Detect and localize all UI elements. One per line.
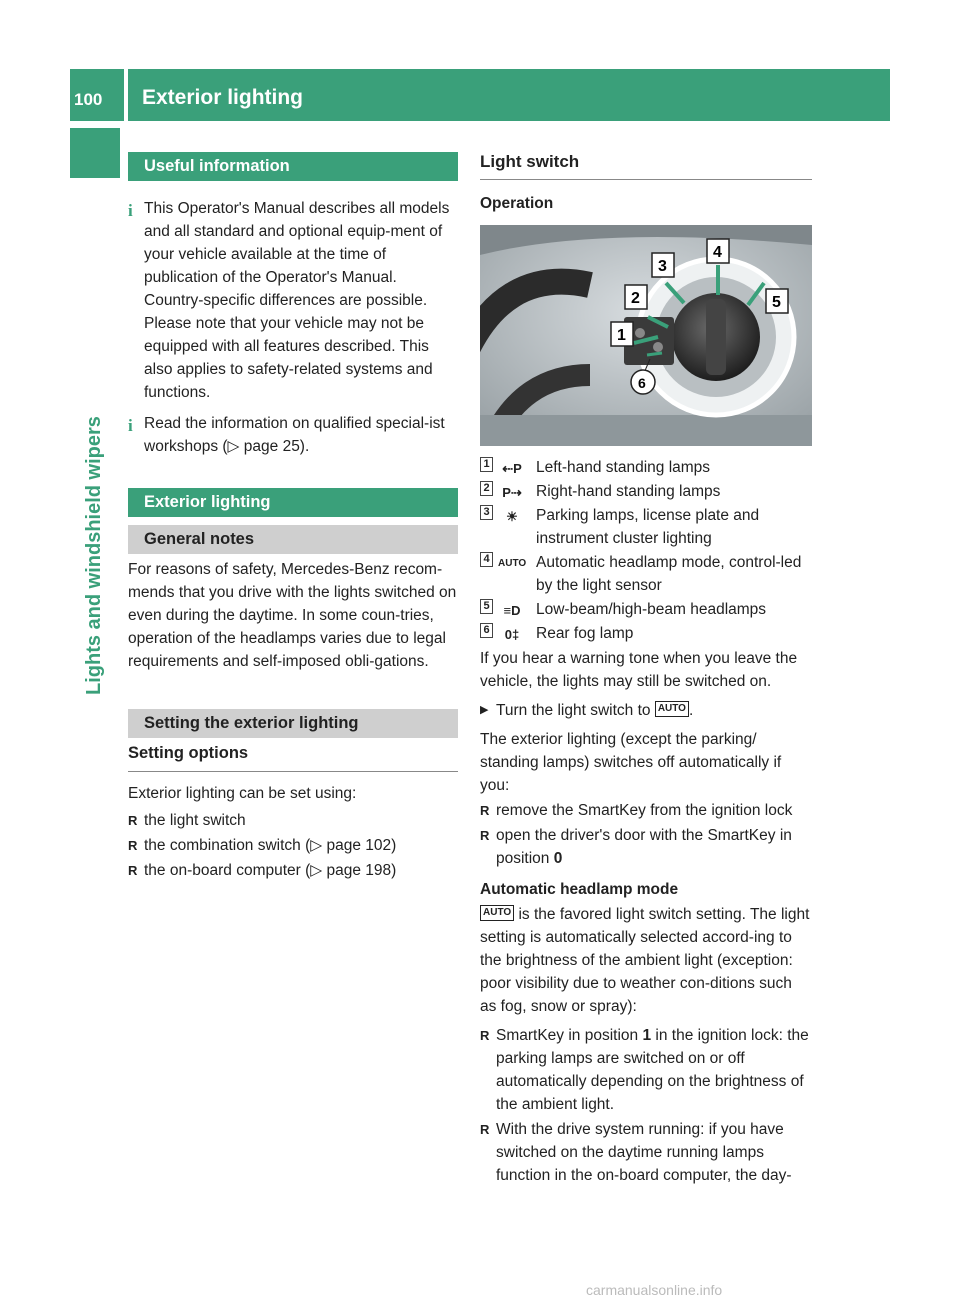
low-beam-icon: ≡D — [503, 603, 521, 618]
auto-headlamp-icon: AUTO — [498, 558, 527, 569]
side-tab-label: Lights and windshield wipers — [83, 416, 105, 695]
list-item: R the light switch — [128, 809, 458, 832]
info-icon: i — [128, 201, 133, 220]
legend-number: 2 — [480, 481, 493, 496]
standing-lamp-left-icon: ⇠P — [502, 461, 522, 476]
operation-heading: Operation — [480, 195, 554, 212]
legend-number: 6 — [480, 623, 493, 638]
auto-headlamp-heading: Automatic headlamp mode — [480, 881, 679, 898]
legend-row-2: 2 P⇢ Right-hand standing lamps — [480, 480, 812, 503]
legend-row-1: 1 ⇠P Left-hand standing lamps — [480, 456, 812, 479]
switch-off-text: The exterior lighting (except the parking/ standing lamps) switches off automatically if you: — [480, 731, 782, 794]
legend-number: 4 — [480, 552, 493, 567]
legend-row-4: 4 AUTO Automatic headlamp mode, control-led by the light sensor — [480, 551, 812, 597]
general-notes-text: For reasons of safety, Mercedes-Benz recom-mends that you drive with the lights switched on even during the daytime. In some coun-tries, operation of the headlamps varies due to legal requirements and self-imposed obli-gations. — [128, 561, 457, 670]
light-switch-illustration — [480, 225, 812, 446]
right-column — [480, 150, 812, 1187]
setting-intro: Exterior lighting can be set using: — [128, 785, 357, 802]
exterior-lighting-heading: Exterior lighting — [128, 488, 458, 517]
list-item: R SmartKey in position 1 in the ignition lock: the parking lamps are switched on or off automatically depending on the brightness of the ambient light. — [480, 1024, 812, 1116]
legend-row-3: 3 ☀ Parking lamps, license plate and instrument cluster lighting — [480, 504, 812, 550]
page-title: Exterior lighting — [142, 86, 304, 109]
watermark: carmanualsonline.info — [586, 1282, 723, 1298]
header-separator — [124, 69, 128, 121]
figure-callout-6-label: 6 — [638, 375, 646, 391]
info-note-2: i Read the information on qualified special-ist workshops (▷ page 25). — [128, 415, 445, 455]
setting-heading: Setting the exterior lighting — [128, 709, 458, 738]
side-tab-marker — [70, 128, 120, 178]
setting-options-heading: Setting options — [128, 742, 458, 772]
legend-number: 1 — [480, 457, 493, 472]
parking-lamp-icon: ☀ — [506, 509, 518, 524]
general-notes-heading: General notes — [128, 525, 458, 554]
standing-lamp-right-icon: P⇢ — [502, 485, 522, 500]
light-switch-heading: Light switch — [480, 150, 812, 180]
figure-callout-2-label: 2 — [631, 290, 640, 307]
info-icon: i — [128, 416, 133, 435]
auto-icon: AUTO — [480, 905, 514, 921]
page-number: 100 — [74, 90, 103, 109]
figure-callout-3-label: 3 — [658, 258, 667, 275]
warning-text: If you hear a warning tone when you leave the vehicle, the lights may still be switched on. — [480, 650, 798, 690]
left-column — [128, 152, 458, 882]
light-switch-figure — [480, 225, 812, 446]
legend-row-6: 6 0‡ Rear fog lamp — [480, 622, 812, 645]
instruction-step: ▶ Turn the light switch to AUTO . — [480, 699, 812, 722]
legend-row-5: 5 ≡D Low-beam/high-beam headlamps — [480, 598, 812, 621]
list-item: R remove the SmartKey from the ignition lock — [480, 799, 812, 822]
list-item: R the combination switch (▷ page 102) — [128, 834, 458, 857]
useful-info-heading: Useful information — [128, 152, 458, 181]
list-item: R the on-board computer (▷ page 198) — [128, 859, 458, 882]
legend-number: 5 — [480, 599, 493, 614]
figure-callout-1-label: 1 — [617, 327, 626, 344]
info-note-1: i This Operator's Manual describes all models and all standard and optional equip-ment of your vehicle available at the time of publication of the Operator's Manual. Country-specific differences are possible. Please note that your vehicle may not be equipped with all features described. This also applies to safety-related systems and functions. — [128, 200, 450, 401]
legend-number: 3 — [480, 505, 493, 520]
rear-fog-lamp-icon: 0‡ — [504, 627, 520, 642]
list-item: R open the driver's door with the SmartKey in position 0 — [480, 824, 812, 870]
auto-headlamp-text: AUTO is the favored light switch setting. The light setting is automatically selected accord-ing to the brightness of the ambient light (exception: poor visibility due to weather con-ditions such as fog, snow or spray): — [480, 906, 810, 1015]
list-item: R With the drive system running: if you have switched on the daytime running lamps function in the on-board computer, the day- — [480, 1118, 812, 1187]
figure-callout-5-label: 5 — [772, 294, 781, 311]
figure-callout-4-label: 4 — [713, 244, 722, 261]
auto-icon: AUTO — [655, 701, 689, 717]
